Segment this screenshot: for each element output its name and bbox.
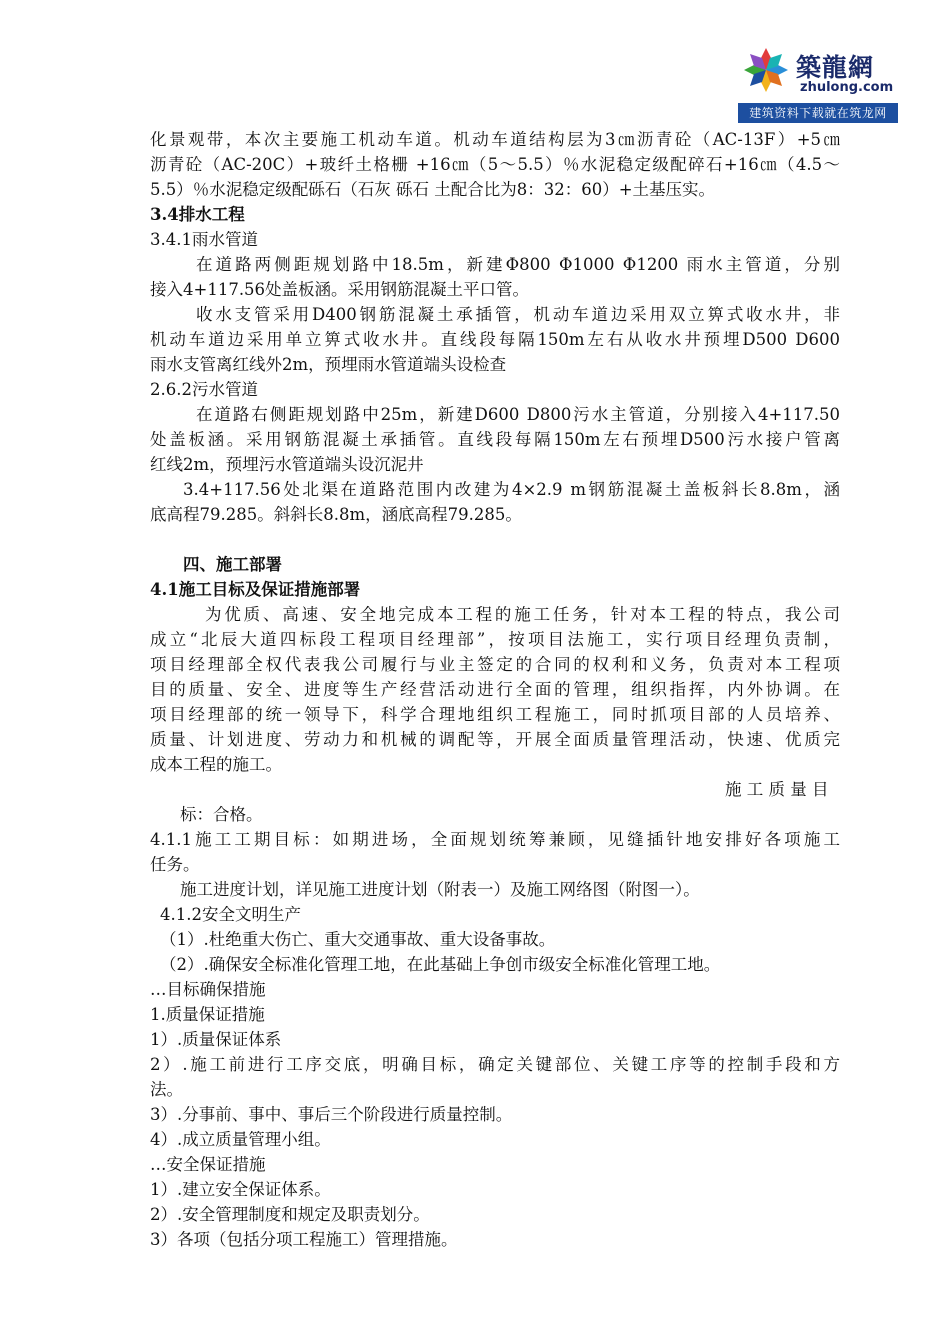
body-line: 成本工程的施工。 [150,755,282,774]
list-item: 1）.建立安全保证体系。 [150,1180,331,1199]
list-item: 2）.施工前进行工序交底，明确目标，确定关键部位、关键工序等的控制手段和方 [150,1055,840,1074]
body-line: 5.5）％水泥稳定级配砾石（石灰 砾石 土配合比为8：32：60）+土基压实。 [150,180,716,199]
body-line: 化景观带，本次主要施工机动车道。机动车道结构层为3㎝沥青砼（AC-13F）+5㎝ [150,130,840,149]
zhulong-logo [738,42,898,124]
body-line: 施工进度计划，详见施工进度计划（附表一）及施工网络图（附图一）。 [180,880,700,899]
body-line: 施 工 质 量 目 [725,780,829,799]
body-line: 任务。 [150,855,200,874]
body-line: 在道路两侧距规划路中18.5m，新建Φ800 Φ1000 Φ1200 雨水主管道，分别 [196,255,840,274]
section-heading: 4.1施工目标及保证措施部署 [150,580,361,599]
logo-domain: zhulong.com [800,80,894,95]
body-line: 沥青砼（AC-20C）+玻纤土格栅 +16㎝（5～5.5）％水泥稳定级配碎石+16㎝（4.5～ [150,155,840,174]
body-line: 底高程79.285。斜斜长8.8m，涵底高程79.285。 [150,505,522,524]
logo-slogan: 建筑资料下载就在筑龙网 [738,103,898,123]
subsection-heading: 2.6.2污水管道 [150,380,258,399]
body-line: 质量、计划进度、劳动力和机械的调配等，开展全面质量管理活动，快速、优质完 [150,730,840,749]
body-line: 在道路右侧距规划路中25m，新建D600 D800污水主管道，分别接入4+117.50 [196,405,840,424]
body-line: 机动车道边采用单立箅式收水井。直线段每隔150m左右从收水井预埋D500 D600 [150,330,840,349]
list-item: 3）.分事前、事中、事后三个阶段进行质量控制。 [150,1105,513,1124]
section-heading: 3.4排水工程 [150,205,245,224]
list-item: （1）.杜绝重大伤亡、重大交通事故、重大设备事故。 [160,930,556,949]
body-line: …安全保证措施 [150,1155,266,1174]
body-line: 法。 [150,1080,183,1099]
body-line: 为优质、高速、安全地完成本工程的施工任务，针对本工程的特点，我公司 [205,605,840,624]
body-line: 项目经理部的统一领导下，科学合理地组织工程施工，同时抓项目部的人员培养、 [150,705,840,724]
list-item: 1）.质量保证体系 [150,1030,282,1049]
body-line: 1.质量保证措施 [150,1005,265,1024]
body-line: 处盖板涵。采用钢筋混凝土承插管。直线段每隔150m左右预埋D500污水接户管离 [150,430,840,449]
subsection-heading: 3.4.1雨水管道 [150,230,258,249]
body-line: 项目经理部全权代表我公司履行与业主签定的合同的权利和义务，负责对本工程项 [150,655,840,674]
list-item: （2）.确保安全标准化管理工地，在此基础上争创市级安全标准化管理工地。 [160,955,721,974]
body-line: 收水支管采用D400钢筋混凝土承插管，机动车道边采用双立箅式收水井，非 [196,305,840,324]
list-item: 3）各项（包括分项工程施工）管理措施。 [150,1230,458,1249]
body-line: 4.1.1施工工期目标：如期进场，全面规划统筹兼顾，见缝插针地安排好各项施工 [150,830,840,849]
snowflake-logo-icon [742,46,790,94]
subsection-heading: 4.1.2安全文明生产 [160,905,301,924]
body-line: 成立“北辰大道四标段工程项目经理部”，按项目法施工，实行项目经理负责制， [150,630,840,649]
chapter-heading: 四、施工部署 [183,555,282,574]
list-item: 4）.成立质量管理小组。 [150,1130,331,1149]
body-line: 标：合格。 [180,805,263,824]
list-item: 2）.安全管理制度和规定及职责划分。 [150,1205,430,1224]
body-line: 目的质量、安全、进度等生产经营活动进行全面的管理，组织指挥，内外协调。在 [150,680,840,699]
logo-name: 築龍網 [796,53,875,82]
body-line: 3.4+117.56处北渠在道路范围内改建为4×2.9 m钢筋混凝土盖板斜长8.8m，涵 [183,480,840,499]
body-line: 雨水支管离红线外2m，预埋雨水管道端头设检查 [150,355,507,374]
body-line: 接入4+117.56处盖板涵。采用钢筋混凝土平口管。 [150,280,530,299]
body-line: 红线2m，预埋污水管道端头设沉泥井 [150,455,424,474]
body-line: …目标确保措施 [150,980,266,999]
